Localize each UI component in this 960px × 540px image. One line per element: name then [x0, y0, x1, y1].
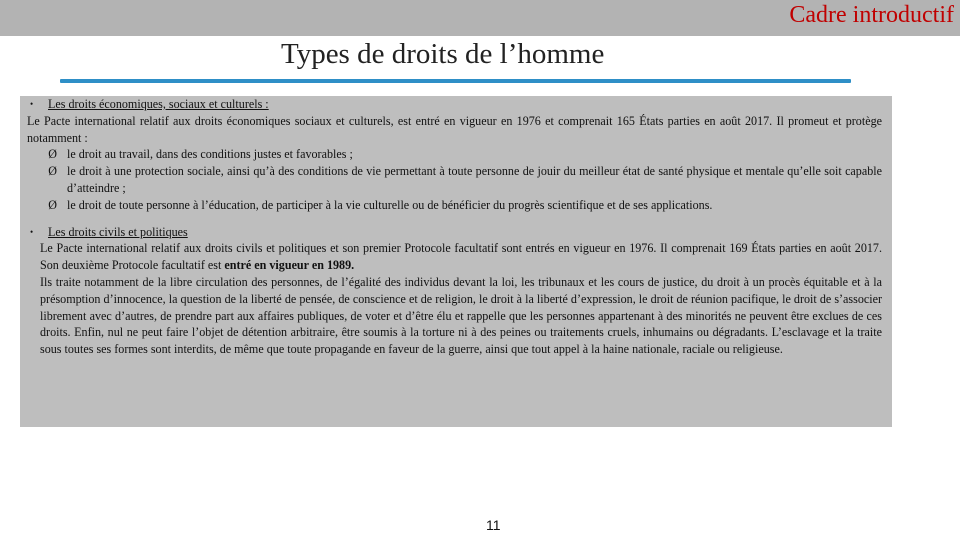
section-label: Cadre introductif	[789, 2, 954, 28]
list-item	[27, 197, 882, 214]
list-item-text: le droit à une protection sociale, ainsi qu’à des conditions de vie permettant à toute personne de jouir du meilleur état de santé physique et mentale qu’elle soit capable d’atteindre ;	[67, 164, 882, 195]
list-item-text: le droit au travail, dans des conditions justes et favorables ;	[67, 147, 353, 162]
section1-heading-line	[27, 96, 882, 113]
bullet-icon: •	[30, 226, 34, 237]
slide-title: Types de droits de l’homme	[281, 38, 605, 70]
bullet-icon: •	[30, 99, 34, 109]
list-item-text: le droit de toute personne à l’éducation, de participer à la vie culturelle ou de bénéficier du progrès scientifique et de ses applications.	[67, 197, 713, 212]
section1-list	[27, 146, 882, 213]
content-box	[20, 96, 892, 427]
section2-heading-line	[27, 224, 882, 241]
section2-body: Ils traite notamment de la libre circulation des personnes, de l’égalité des individus devant la loi, les tribunaux et les cours de justice, du droit à un procès équitable et à la présomption d’innocence, la question de la liberté de pensée, de conscience et de religion, le droit à la liberté d’expression, le droit de réunion pacifique, le droit de s’associer librement avec d’autres, de prendre part aux affaires publiques, de voter et d’être élu et rappelle que les personnes appartenant à des minorités ne peuvent être exclues de ces droits. Enfin, nul ne peut faire l’objet de détention arbitraire, être soumis à la torture ni à des peines ou traitements cruels, inhumains ou dégradants. L’esclavage et la traite sous toutes ses formes sont interdits, de même que toute propagande en faveur de la guerre, ainsi que tout appel à la haine nationale, raciale ou religieuse.	[40, 274, 882, 357]
list-item	[27, 146, 882, 163]
section2-intro	[27, 240, 882, 274]
section2-intro-bold: entré en vigueur en 1989.	[224, 258, 355, 273]
list-item	[27, 163, 882, 197]
arrow-bullet-icon: Ø	[48, 164, 57, 179]
arrow-bullet-icon: Ø	[48, 147, 57, 162]
section2-heading: Les droits civils et politiques	[48, 224, 188, 239]
section1-intro: Le Pacte international relatif aux droits économiques sociaux et culturels, est entré en vigueur en 1976 et comprenait 165 États parties en août 2017. Il promeut et protège notamment :	[27, 113, 882, 145]
title-underline-rule	[60, 79, 851, 83]
section2-intro-text: Le Pacte international relatif aux droits civils et politiques et son premier Protocole facultatif sont entrés en vigueur en 1976. Il comprenait 169 États parties en août 2017. Son deuxième Protocole facultatif est	[40, 241, 882, 273]
arrow-bullet-icon: Ø	[48, 197, 57, 212]
page-number: 11	[486, 517, 501, 533]
section1-heading: Les droits économiques, sociaux et culturels :	[48, 97, 269, 111]
